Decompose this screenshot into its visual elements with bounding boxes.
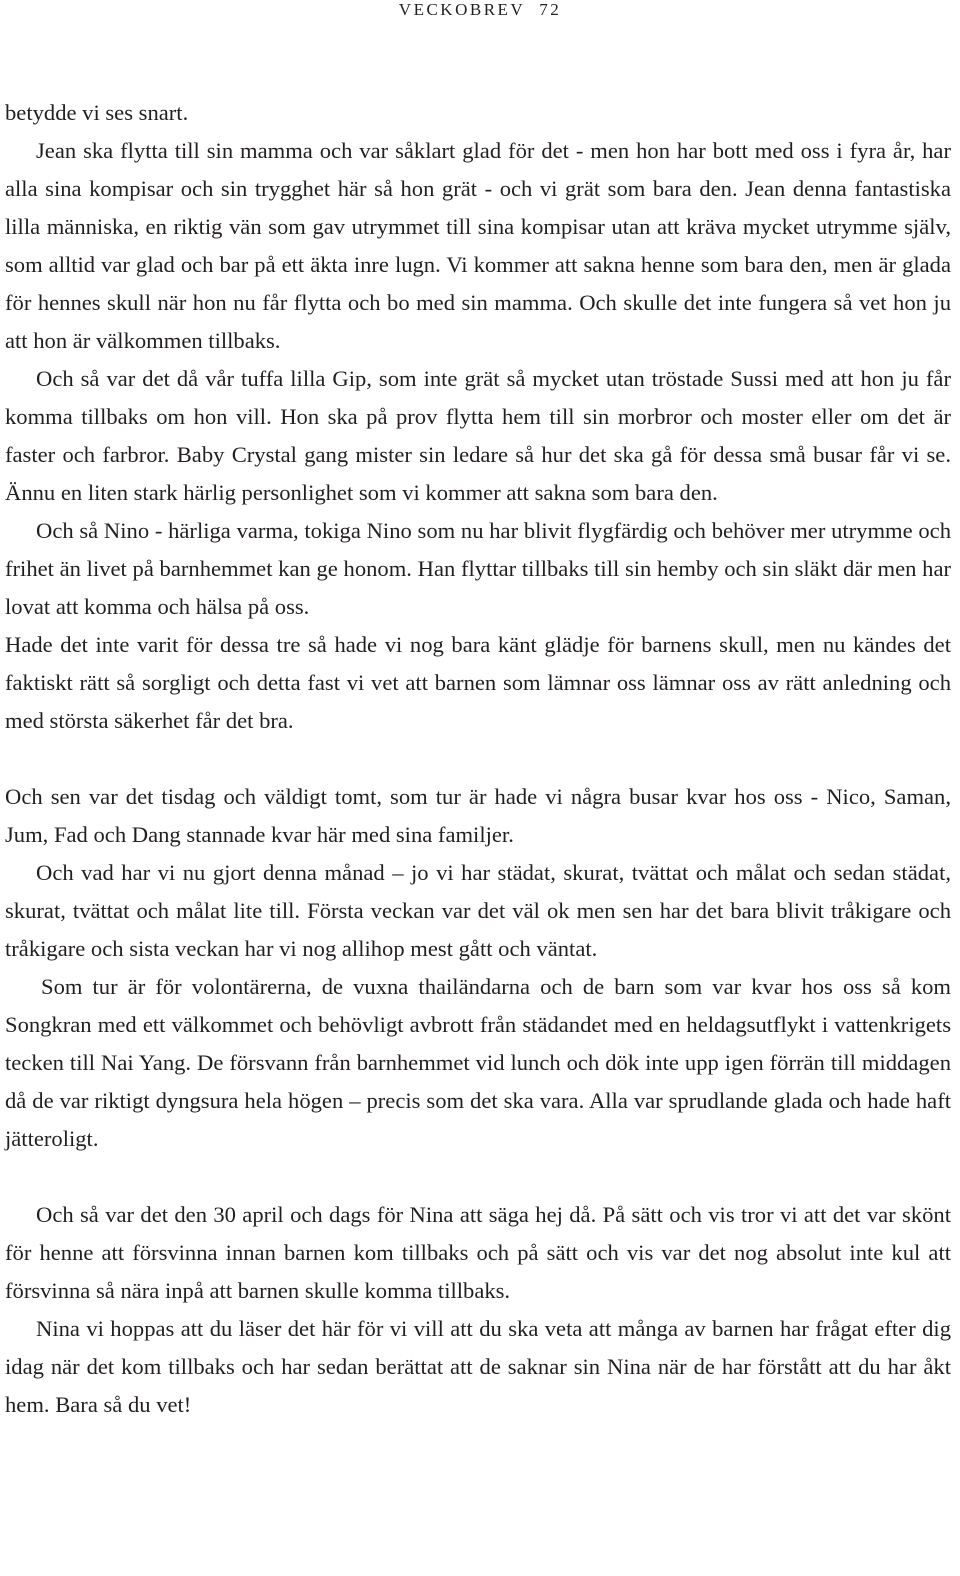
paragraph: Jean ska flytta till sin mamma och var såklart glad för det - men hon har bott med oss i fyra år, har alla sina kompisar och sin trygghet här så hon grät - och vi grät som bara den. Jean denna fantastiska lilla människa, en riktig vän som gav utrymmet till sina kompisar utan att kräva mycket utrymme själv, som alltid var glad och bar på ett äkta inre lugn. Vi kommer att sakna henne som bara den, men är glada för hennes skull när hon nu får flytta och bo med sin mamma. Och skulle det inte fungera så vet hon ju att hon är välkommen tillbaks.: [5, 138, 951, 353]
running-header: [0, 0, 960, 20]
paragraph: Och sen var det tisdag och väldigt tomt, som tur är hade vi några busar kvar hos oss - Nico, Saman, Jum, Fad och Dang stannade kvar här med sina familjer.: [5, 784, 951, 847]
paragraph: Och så var det då vår tuffa lilla Gip, som inte grät så mycket utan tröstade Sussi med att hon ju får komma tillbaks om hon vill. Hon ska på prov flytta hem till sin morbror och moster eller om det är faster och farbror. Baby Crystal gang mister sin ledare så hur det ska gå för dessa små busar får vi se. Ännu en liten stark härlig personlighet som vi kommer att sakna som bara den.: [5, 366, 951, 505]
paragraph: Och så var det den 30 april och dags för Nina att säga hej då. På sätt och vis tror vi att det var skönt för henne att försvinna innan barnen kom tillbaks och på sätt och vis var det nog absolut inte kul att försvinna så nära inpå att barnen skulle komma tillbaks.: [5, 1202, 951, 1303]
page-body: [5, 94, 951, 1424]
page-number: 72: [539, 0, 562, 19]
header-title: VECKOBREV: [398, 0, 526, 19]
paragraph: betydde vi ses snart.: [5, 100, 189, 125]
paragraph: Som tur är för volontärerna, de vuxna thailändarna och de barn som var kvar hos oss så kom Songkran med ett välkommet och behövligt avbrott från städandet med en heldagsutflykt i vattenkrigets tecken till Nai Yang. De försvann från barnhemmet vid lunch och dök inte upp igen förrän till middagen då de var riktigt dyngsura hela högen – precis som det ska vara. Alla var sprudlande glada och hade haft jätteroligt.: [5, 974, 951, 1151]
paragraph: Nina vi hoppas att du läser det här för vi vill att du ska veta att många av barnen har frågat efter dig idag när det kom tillbaks och har sedan berättat att de saknar sin Nina när de har förstått att du har åkt hem. Bara så du vet!: [5, 1316, 951, 1417]
paragraph: Och vad har vi nu gjort denna månad – jo vi har städat, skurat, tvättat och målat och sedan städat, skurat, tvättat och målat lite till. Första veckan var det väl ok men sen har det bara blivit tråkigare och tråkigare och sista veckan har vi nog allihop mest gått och väntat.: [5, 860, 951, 961]
paragraph: Och så Nino - härliga varma, tokiga Nino som nu har blivit flygfärdig och behöver mer utrymme och frihet än livet på barnhemmet kan ge honom. Han flyttar tillbaks till sin hemby och sin släkt där men har lovat att komma och hälsa på oss.: [5, 518, 951, 619]
paragraph: Hade det inte varit för dessa tre så hade vi nog bara känt glädje för barnens skull, men nu kändes det faktiskt rätt så sorgligt och detta fast vi vet att barnen som lämnar oss lämnar oss av rätt anledning och med största säkerhet får det bra.: [5, 632, 951, 733]
